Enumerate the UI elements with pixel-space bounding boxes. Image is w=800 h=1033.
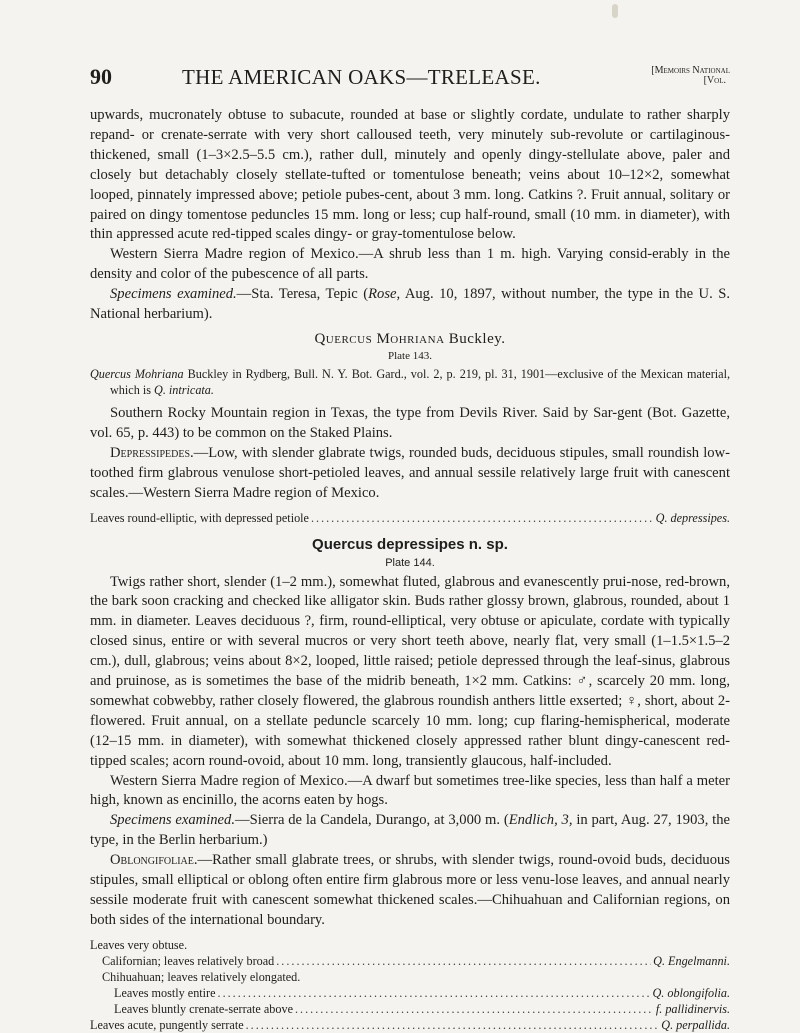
collector-name: Endlich, 3, [508,812,573,829]
journal-line-2: [Vol. [703,75,726,86]
species-author: Buckley. [448,330,506,347]
specimens-label: Specimens examined. [110,286,237,303]
journal-line-1: [Memoirs National [651,65,730,76]
specimens-text-rest: , Aug. 10, 1897, without number, the type in the U. S. National herbarium). [90,286,730,323]
key-heading: Chihuahuan; leaves relatively elongated. [102,969,301,984]
key-label: Leaves mostly entire [114,985,216,1000]
key-result: Q. depressipes. [655,510,730,525]
specimens-text-rest: in part, Aug. 27, 1903, the type, in the Berlin herbarium.) [90,812,730,849]
specimens-text: —Sierra de la Candela, Durango, at 3,000 m. ( [234,812,509,829]
specimens-label: Specimens examined. [110,812,235,829]
collector-name: Rose [368,286,397,303]
key-label: Leaves bluntly crenate-serrate above [114,1001,293,1016]
specimens-paragraph [90,285,730,325]
description-continued: upwards, mucronately obtuse to subacute, rounded at base or slightly cordate, undulate to rather sharply repand- or crenate-serrate with very short calloused teeth, very minutely sub-revolute or cartilaginous-thickened, small (1–3×2.5–5.5 cm.), rather dull, minutely and openly dingy-stellulate above, paler and closely but detachably closely stellate-tufted or tomentulose beneath; veins about 10–12×2, somewhat looped, pinnately impressed above; petiole pubes-cent, about 3 mm. long. Catkins ?. Fruit annual, solitary or paired on dingy tomentose peduncles 15 mm. long or less; cup half-round, small (10 mm. in diameter), with thin appressed acute red-tipped scales dingy- or gray-tomentulose below. [90,107,730,243]
running-title: THE AMERICAN OAKS—TRELEASE. [182,65,541,89]
depressipes-distribution: Western Sierra Madre region of Mexico.—A dwarf but sometimes tree-like species, less than half a meter high, known as encinillo, the acorns eaten by hogs. [90,772,730,809]
plate-reference: Plate 144. [385,556,435,569]
oblongifoliae-paragraph [90,851,730,931]
key-result: f. pallidinervis. [655,1001,730,1016]
group-text: —Low, with slender glabrate twigs, rounded buds, deciduous stipules, small roundish low-toothed firm glabrous venulose short-petioled leaves, and annual sessile relatively large fruit with canescent scales.—Western Sierra Madre region of Mexico. [90,444,730,501]
key-line [90,1017,730,1033]
key-label: Leaves acute, pungently serrate [90,1017,244,1032]
page-smudge [612,4,618,18]
key-depressipedes [90,510,730,526]
key-line [90,510,730,526]
leader-dots [311,510,654,526]
leader-dots [246,1017,660,1033]
key-line [90,1001,730,1017]
page-header [90,64,730,94]
group-text: —Rather small glabrate trees, or shrubs, with slender twigs, round-ovoid buds, deciduous stipules, small elliptical or oblong often entire firm glabrous more or less venu-lose leaves, and annual nearly sessile moderate fruit with canescent somewhat thickened scales.—Chihuahuan and Californian regions, on both sides of the international boundary. [90,852,730,928]
key-line [90,985,730,1001]
leader-dots [218,985,651,1001]
distribution-paragraph: Western Sierra Madre region of Mexico.—A shrub less than 1 m. high. Varying consid-erably in the density and color of the pubescence of all parts. [90,246,730,283]
species-heading-depressipes: Quercus depressipes n. sp. [312,535,508,553]
specimens-text: —Sta. Teresa, Tepic ( [236,286,369,303]
citation-text: Buckley in Rydberg, Bull. N. Y. Bot. Gard., vol. 2, p. 219, pl. 31, 1901—exclusive of the Mexican material, which is [110,366,730,397]
species-name: Quercus Mohriana [314,330,445,347]
group-label: Depressipedes. [110,444,194,461]
citation-name: Quercus Mohriana [90,366,184,381]
species-heading-mohriana [90,331,730,348]
key-heading: Leaves very obtuse. [90,937,188,952]
key-result: Q. Engelmanni. [653,953,730,968]
key-result: Q. perpallida. [661,1017,730,1032]
key-oblongifoliae [90,937,730,1033]
specimens-paragraph [90,811,730,851]
group-label: Oblongifoliae. [110,852,198,869]
depressipedes-paragraph [90,444,730,504]
document-page [90,64,730,1033]
mohriana-distribution: Southern Rocky Mountain region in Texas, the type from Devils River. Said by Sar-gent (Bot. Gazette, vol. 65, p. 443) to be common on the Staked Plains. [90,404,730,441]
depressipes-description: Twigs rather short, slender (1–2 mm.), somewhat fluted, glabrous and evanescently prui-nose, red-brown, the bark soon cracking and checked like alligator skin. Buds rather glossy brown, glabrous, rounded, about 1 mm. in diameter. Leaves deciduous ?, firm, round-elliptical, very obtuse or apiculate, cordate with typically closed sinus, entire or with several mucros or very short teeth above, nearly flat, very small (1–1.5×1.5–2 cm.), dull, glabrous; veins about 8×2, looped, little raised; petiole depressed through the leaf-sinus, glabrous and pruinose, as is sometimes the base of the midrib beneath, 1×2 mm. Catkins: ♂, scarcely 20 mm. long, somewhat cobwebby, rather closely flowered, the glabrous roundish anthers little exserted; ♀, short, about 2-flowered. Fruit annual, on a stellate peduncle scarcely 10 mm. long; cup flaring-hemispherical, moderate (12–15 mm. in diameter), with somewhat thickened closely appressed rather blunt dingy-canescent red-tipped scales; acorn round-ovoid, about 10 mm. long, transiently glaucous, half-included. [90,573,730,769]
plate-reference: Plate 143. [388,349,432,362]
key-label: Californian; leaves relatively broad [102,953,275,968]
key-line [90,953,730,969]
key-result: Q. oblongifolia. [652,985,730,1000]
leader-dots [276,953,651,969]
page-number: 90 [90,64,112,89]
leader-dots [295,1001,654,1017]
journal-reference [651,66,730,86]
citation [90,366,730,398]
citation-ref: Q. intricata. [154,382,214,397]
key-label: Leaves round-elliptic, with depressed petiole [90,510,309,525]
